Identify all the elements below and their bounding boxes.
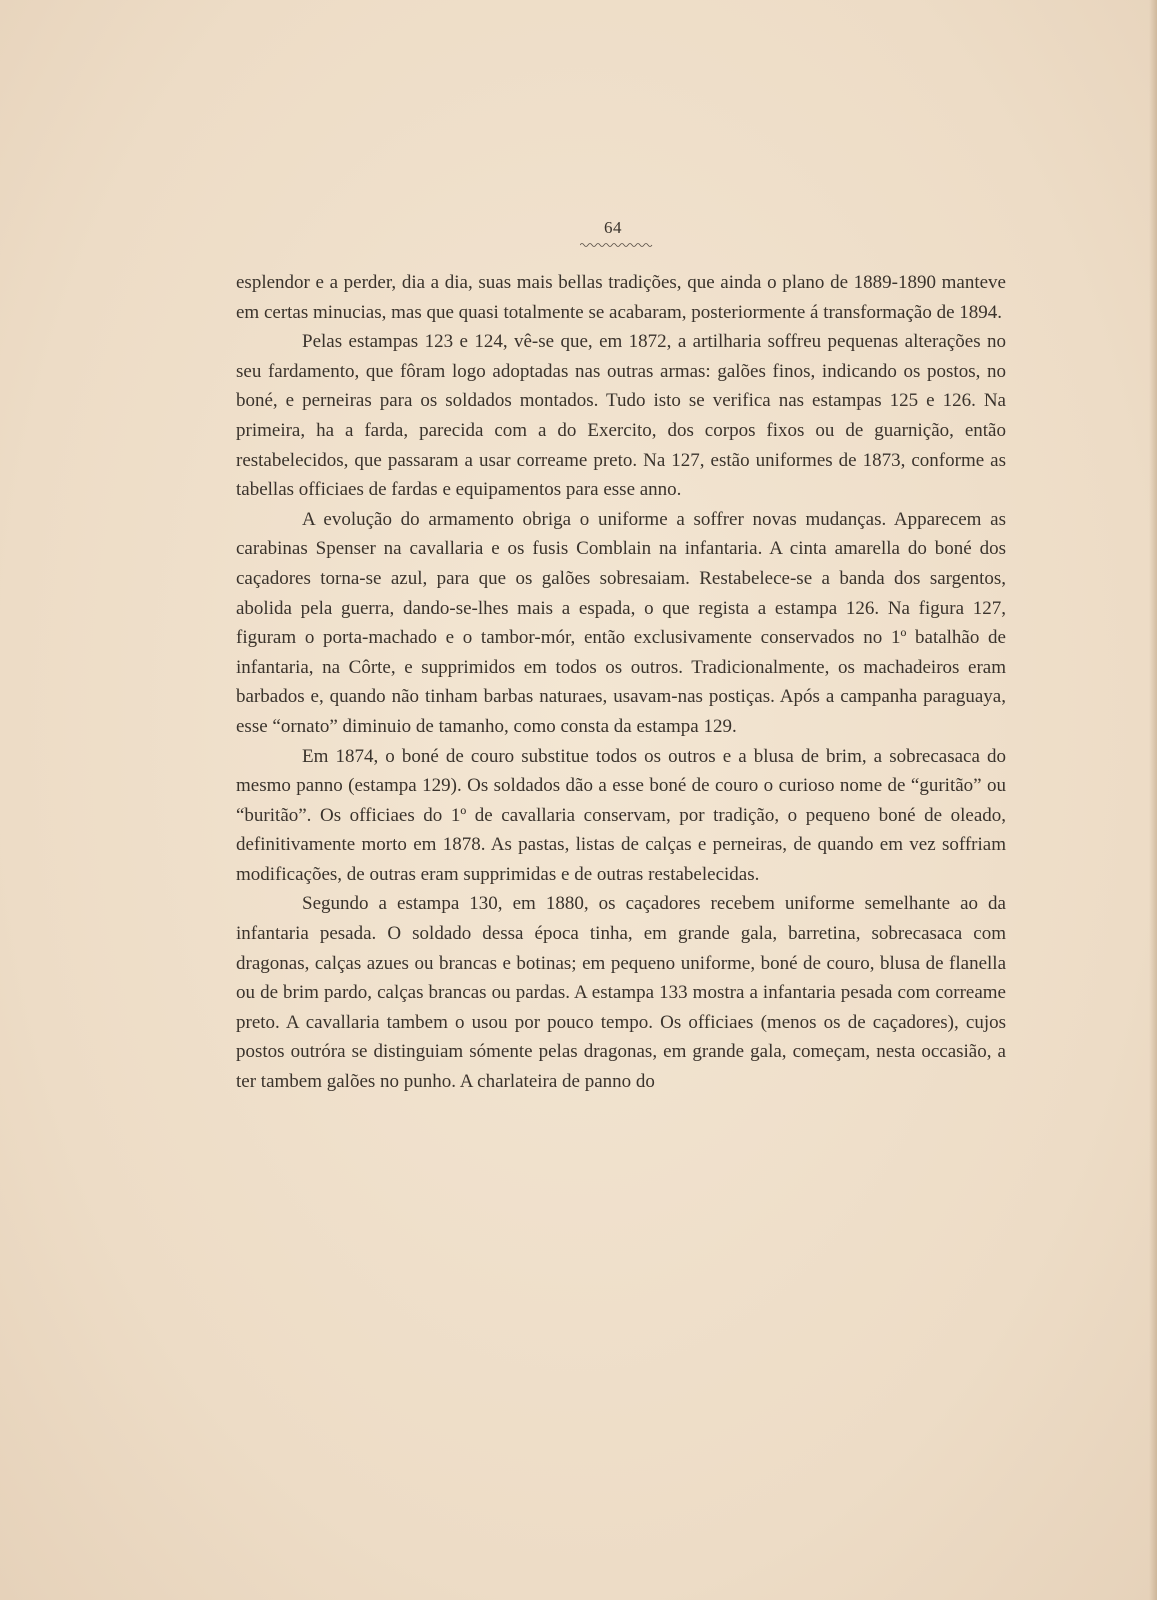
paragraph-2: Pelas estampas 123 e 124, vê-se que, em 1872, a artilharia soffreu pequenas alterações no seu fardamento, que fôram logo adoptadas nas outras armas: galões finos, indicando os postos, no boné, e perneiras para os soldados montados. Tudo isto se verifica nas estampas 125 e 126. Na primeira, ha a farda, parecida com a do Exercito, dos corpos fixos ou de guarnição, então restabelecidos, que passaram a usar correame preto. Na 127, estão uniformes de 1873, conforme as tabellas officiaes de fardas e equipamentos para esse anno.: [236, 331, 1006, 501]
paragraph-3: A evolução do armamento obriga o uniforme a soffrer novas mudanças. Apparecem as carabinas Spenser na cavallaria e os fusis Comblain na infantaria. A cinta amarella do boné dos caçadores torna-se azul, para que os galões sobresaiam. Restabelece-se a banda dos sargentos, abolida pela guerra, dando-se-lhes mais a espada, o que regista a estampa 126. Na figura 127, figuram o porta-machado e o tambor-mór, então exclusivamente conservados no 1º batalhão de infantaria, na Côrte, e supprimidos em todos os outros. Tradicionalmente, os machadeiros eram barbados e, quando não tinham barbas naturaes, usavam-nas postiças. Após a campanha paraguaya, esse “ornato” diminuio de tamanho, como consta da estampa 129.: [236, 508, 1006, 737]
paragraph-4: Em 1874, o boné de couro substitue todos os outros e a blusa de brim, a sobrecasaca do mesmo panno (estampa 129). Os soldados dão a esse boné de couro o curioso nome de “guritão” ou “buritão”. Os officiaes do 1º de cavallaria conservam, por tradição, o pequeno boné de oleado, definitivamente morto em 1878. As pastas, listas de calças e perneiras, de quando em vez soffriam modificações, de outras eram supprimidas e de outras restabelecidas.: [236, 745, 1006, 885]
wavy-underline-ornament: [580, 242, 653, 248]
page-edge-shadow: [1149, 0, 1157, 1600]
body-text: [236, 268, 1006, 1097]
page-number: 64: [604, 218, 622, 237]
paragraph-1: esplendor e a perder, dia a dia, suas mais bellas tradições, que ainda o plano de 1889-1890 manteve em certas minucias, mas que quasi totalmente se acabaram, posteriormente á transformação de 1894.: [236, 272, 1006, 323]
paragraph-5: Segundo a estampa 130, em 1880, os caçadores recebem uniforme semelhante ao da infantaria pesada. O soldado dessa época tinha, em grande gala, barretina, sobrecasaca com dragonas, calças azues ou brancas e botinas; em pequeno uniforme, boné de couro, blusa de flanella ou de brim pardo, calças brancas ou pardas. A estampa 133 mostra a infantaria pesada com correame preto. A cavallaria tambem o usou por pouco tempo. Os officiaes (menos os de caçadores), cujos postos outróra se distinguiam sómente pelas dragonas, em grande gala, começam, nesta occasião, a ter tambem galões no punho. A charlateira de panno do: [236, 893, 1006, 1093]
